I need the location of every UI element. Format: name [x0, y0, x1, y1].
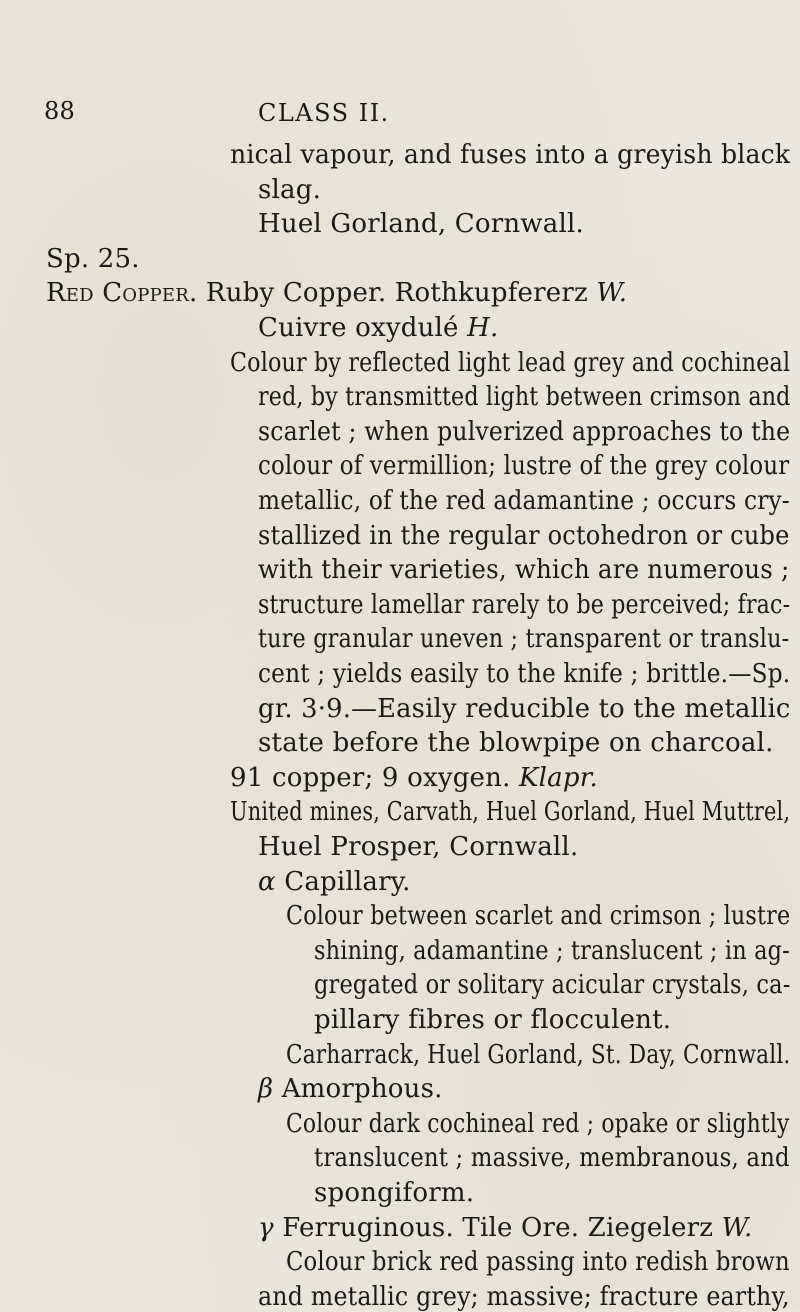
text-run: metallic, of the red adamantine ; occurs cry- [258, 486, 790, 516]
text-run: structure lamellar rarely to be perceived; frac- [258, 589, 791, 620]
text-run: with their varieties, which are numerous ; [258, 555, 790, 586]
text-line [314, 1005, 671, 1035]
text-run: scarlet ; when pulverized approaches to the [258, 416, 791, 447]
text-line [258, 555, 789, 585]
text-line [286, 1040, 790, 1070]
text-run: cent ; yields easily to the knife ; brittle.—Sp. [258, 659, 791, 689]
text-run: gr. 3·9.—Easily reducible to the metallic [258, 693, 791, 724]
text-run: slag. [258, 174, 322, 205]
text-run: state before the blowpipe on charcoal. [258, 728, 774, 759]
text-line [230, 797, 790, 827]
text-run: W. [721, 1212, 753, 1243]
text-run: α [258, 866, 276, 897]
text-line [286, 1247, 790, 1277]
text-run: Cuivre oxydulé [258, 313, 468, 343]
text-line [230, 348, 790, 378]
text-run: colour of vermillion; lustre of the grey colour [258, 451, 790, 482]
text-run: Carharrack, Huel Gorland, St. Day, Cornwall. [286, 1039, 791, 1070]
text-run: W. [596, 278, 628, 309]
text-line [46, 244, 140, 274]
text-run: red, by transmitted light between crimson and [258, 382, 791, 413]
text-line [258, 1074, 443, 1104]
text-line [258, 451, 789, 481]
text-run: Capillary. [275, 866, 411, 897]
text-line [46, 278, 627, 308]
text-run: γ [258, 1212, 274, 1243]
text-run: H. [467, 313, 499, 343]
text-line [286, 901, 790, 931]
text-line [258, 867, 411, 897]
text-line [230, 140, 790, 170]
text-line [258, 382, 791, 412]
text-line [258, 313, 498, 343]
text-run: Colour between scarlet and crimson ; lustre [286, 901, 791, 932]
running-title: CLASS II. [258, 99, 390, 127]
text-line [258, 590, 790, 620]
text-run: Ferruginous. Tile Ore. Ziegelerz [273, 1212, 722, 1243]
text-line [258, 209, 584, 239]
text-line [314, 1143, 790, 1173]
text-run: Ruby Copper. Rothkupfererz [197, 278, 597, 309]
text-run: gregated or solitary acicular crystals, ca- [314, 970, 791, 1001]
text-line [258, 521, 789, 551]
text-run: and metallic grey; massive; fracture earthy, [258, 1281, 790, 1312]
page-number: 88 [44, 97, 75, 125]
text-run: Colour by reflected light lead grey and cochineal [230, 347, 791, 378]
text-run: ture granular uneven ; transparent or translu- [258, 624, 790, 655]
text-run: β [258, 1074, 274, 1105]
text-line [258, 1213, 752, 1243]
text-line [258, 694, 791, 724]
text-line [258, 175, 321, 205]
text-line [258, 659, 790, 689]
text-line [258, 728, 774, 758]
text-run: nical vapour, and fuses into a greyish black [230, 140, 791, 170]
text-run: translucent ; massive, membranous, and [314, 1143, 790, 1174]
text-line [258, 832, 578, 862]
text-run: 91 copper; 9 oxygen. [230, 762, 520, 793]
text-line [258, 486, 790, 516]
text-line [286, 1109, 790, 1139]
text-line [230, 763, 598, 793]
text-run: Huel Prosper, Cornwall. [258, 832, 579, 862]
text-run: stallized in the regular octohedron or cube [258, 520, 790, 551]
text-line [314, 1178, 474, 1208]
text-run: Sp. 25. [46, 243, 140, 274]
text-run: Klapr. [519, 762, 598, 793]
text-line [258, 624, 789, 654]
text-run: spongiform. [314, 1178, 475, 1208]
text-line [258, 1282, 790, 1312]
text-run: Colour brick red passing into redish brown [286, 1247, 790, 1278]
text-run: Amorphous. [273, 1074, 443, 1105]
text-run: Huel Gorland, Cornwall. [258, 209, 584, 240]
text-run: Red Copper. [46, 278, 198, 309]
text-line [314, 936, 790, 966]
text-run: shining, adamantine ; translucent ; in ag- [314, 935, 790, 966]
text-run: United mines, Carvath, Huel Gorland, Huel Muttrel, [230, 797, 791, 828]
text-run: pillary fibres or flocculent. [314, 1005, 672, 1035]
text-line [314, 970, 790, 1000]
text-line [258, 417, 790, 447]
text-run: Colour dark cochineal red ; opake or slightly [286, 1108, 790, 1139]
